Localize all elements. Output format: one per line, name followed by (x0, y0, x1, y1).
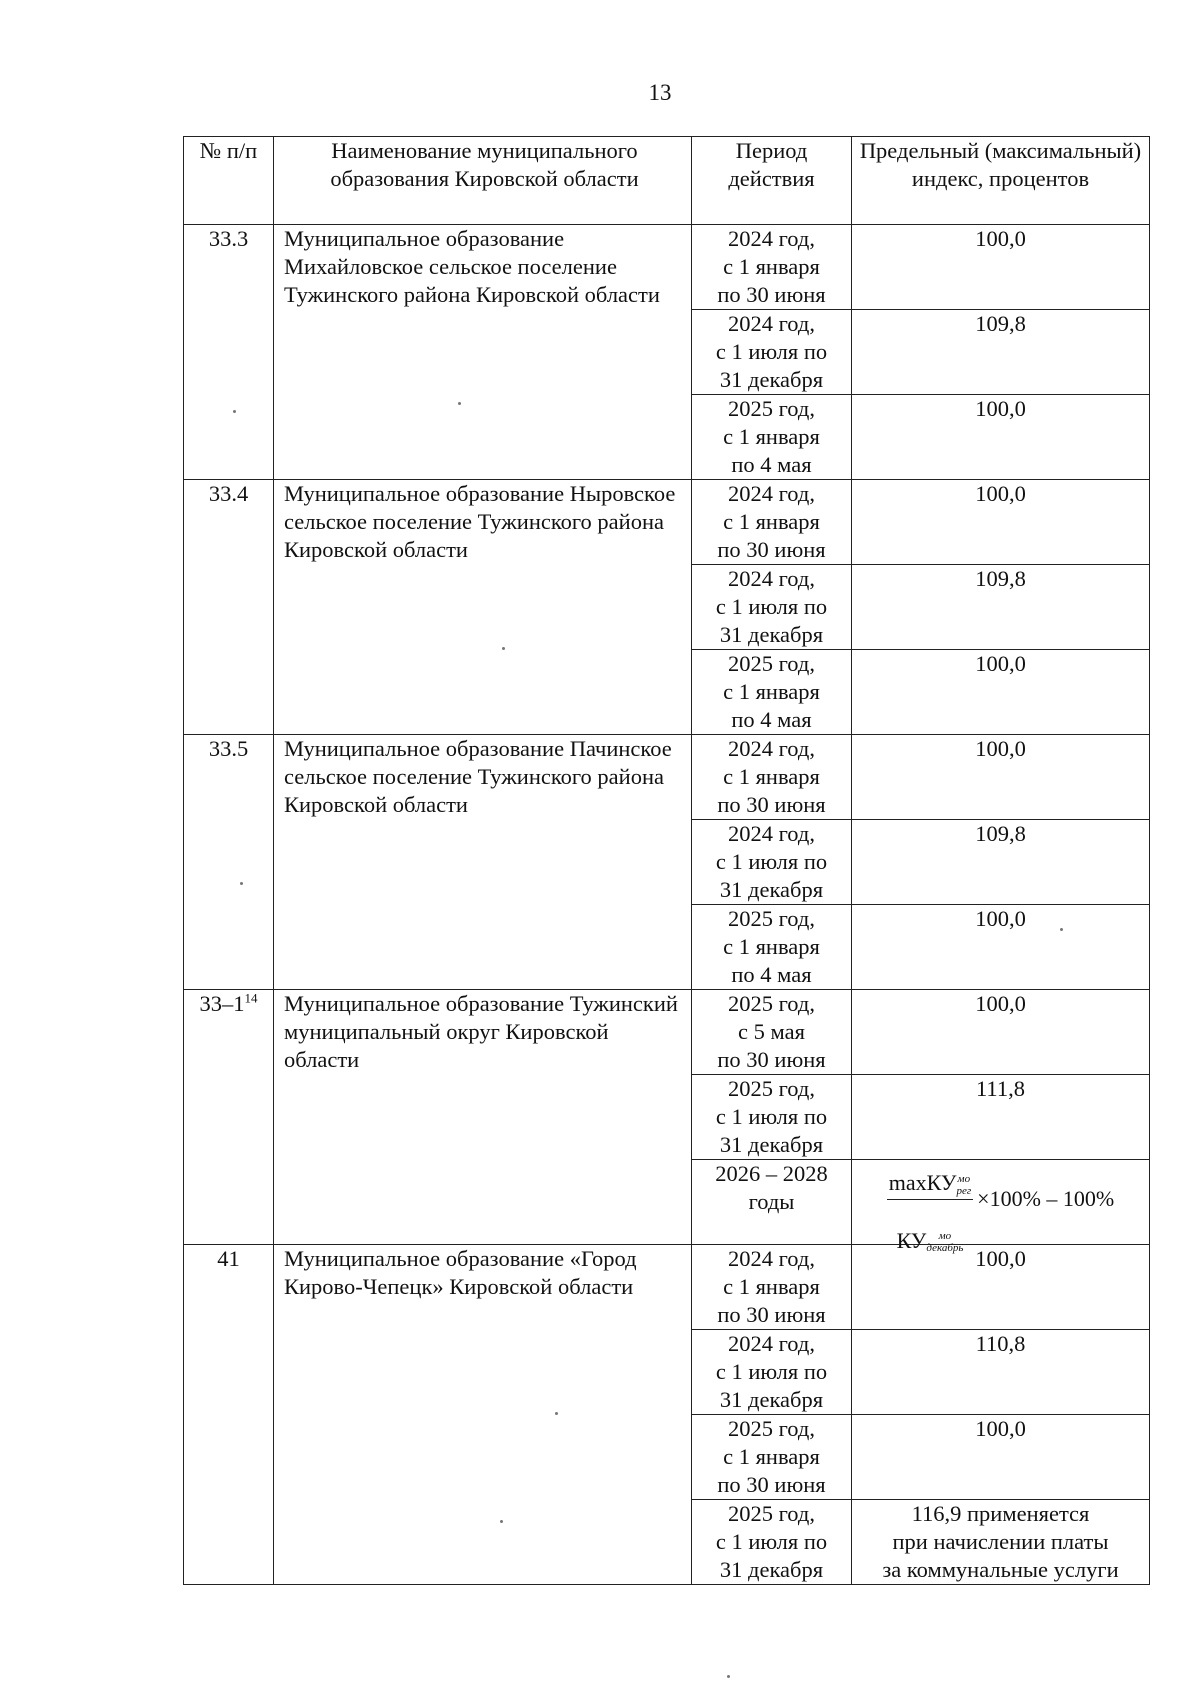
formula-tail: ×100% – 100% (977, 1186, 1115, 1211)
index-value-cell: 116,9 применяется при начислении платы за коммунальные услуги (852, 1500, 1150, 1585)
period-cell: 2025 год, с 1 января по 4 мая (692, 395, 852, 480)
table-row (184, 480, 1150, 565)
formula-numerator (887, 1144, 973, 1200)
formula-den-sub: декабрь (926, 1242, 964, 1255)
municipality-name: Муниципальное образование «Город Кирово-Чепецк» Кировской области (274, 1245, 692, 1585)
formula-num-scripts (956, 1173, 971, 1197)
table-header-row (184, 137, 1150, 225)
index-value-cell: 100,0 (852, 395, 1150, 480)
period-cell: 2026 – 2028 годы (692, 1160, 852, 1245)
row-number-text: 41 (217, 1246, 240, 1271)
formula-num-main: maxКУ (888, 1169, 957, 1195)
index-value-cell: 100,0 (852, 650, 1150, 735)
row-number-text: 33.3 (208, 226, 249, 251)
period-cell: 2024 год, с 1 июля по 31 декабря (692, 1330, 852, 1415)
scan-speck (1060, 928, 1063, 931)
row-number-text: 33.5 (208, 736, 249, 761)
index-value-cell: 100,0 (852, 1245, 1150, 1330)
row-number-text: 33–1 (199, 991, 245, 1016)
row-number (184, 735, 274, 990)
municipality-name: Муниципальное образование Тужинский муниципальный округ Кировской области (274, 990, 692, 1245)
index-value-cell: 100,0 (852, 990, 1150, 1075)
header-period: Период действия (692, 137, 852, 225)
period-cell: 2025 год, с 1 июля по 31 декабря (692, 1500, 852, 1585)
period-cell: 2025 год, с 1 января по 30 июня (692, 1415, 852, 1500)
period-cell: 2024 год, с 1 января по 30 июня (692, 225, 852, 310)
index-value-cell: 100,0 (852, 1415, 1150, 1500)
index-formula (858, 1160, 1143, 1255)
formula-den-sup: мо (938, 1230, 952, 1243)
scan-speck (555, 1412, 558, 1415)
formula-num-sup: мо (957, 1172, 971, 1185)
header-num: № п/п (184, 137, 274, 225)
index-formula-cell (852, 1160, 1150, 1255)
row-number (184, 990, 274, 1245)
period-cell: 2024 год, с 1 июля по 31 декабря (692, 820, 852, 905)
row-number (184, 480, 274, 735)
index-value-cell: 100,0 (852, 735, 1150, 820)
scan-speck (727, 1675, 730, 1678)
scan-speck (502, 647, 505, 650)
municipality-name: Муниципальное образование Ныровское сельское поселение Тужинского района Кировской области (274, 480, 692, 735)
index-value-cell: 100,0 (852, 905, 1150, 990)
table-row (184, 225, 1150, 310)
index-value-cell: 110,8 (852, 1330, 1150, 1415)
index-value-cell: 109,8 (852, 820, 1150, 905)
period-cell: 2025 год, с 1 января по 4 мая (692, 905, 852, 990)
period-cell: 2025 год, с 1 июля по 31 декабря (692, 1075, 852, 1160)
index-value-cell: 100,0 (852, 225, 1150, 310)
table-row (184, 1245, 1150, 1330)
period-cell: 2024 год, с 1 января по 30 июня (692, 480, 852, 565)
index-value-cell: 109,8 (852, 565, 1150, 650)
row-number (184, 225, 274, 480)
formula-num-sub: рег (956, 1184, 972, 1197)
header-index: Предельный (максимальный) индекс, процентов (852, 137, 1150, 225)
formula-denominator (897, 1200, 964, 1255)
page-number: 13 (648, 80, 672, 105)
formula-fraction (887, 1144, 973, 1255)
scan-speck (500, 1520, 503, 1523)
tariff-index-table (183, 136, 1150, 1585)
period-cell: 2025 год, с 1 января по 4 мая (692, 650, 852, 735)
period-cell: 2024 год, с 1 июля по 31 декабря (692, 565, 852, 650)
header-name: Наименование муниципального образования Кировской области (274, 137, 692, 225)
row-number-text: 33.4 (208, 481, 249, 506)
scan-speck (240, 882, 243, 885)
municipality-name: Муниципальное образование Пачинское сельское поселение Тужинского района Кировской области (274, 735, 692, 990)
table-body (184, 225, 1150, 1585)
period-cell: 2024 год, с 1 июля по 31 декабря (692, 310, 852, 395)
index-value-cell: 100,0 (852, 480, 1150, 565)
table-row (184, 990, 1150, 1075)
period-cell: 2024 год, с 1 января по 30 июня (692, 1245, 852, 1330)
footnote-ref: 14 (244, 990, 258, 1006)
scan-speck (233, 410, 236, 413)
index-value-cell: 111,8 (852, 1075, 1150, 1160)
municipality-name: Муниципальное образование Михайловское сельское поселение Тужинского района Кировской области (274, 225, 692, 480)
period-cell: 2025 год, с 5 мая по 30 июня (692, 990, 852, 1075)
table-row (184, 735, 1150, 820)
scan-speck (458, 402, 461, 405)
formula-den-scripts (926, 1230, 963, 1254)
period-cell: 2024 год, с 1 января по 30 июня (692, 735, 852, 820)
formula-den-main: КУ (896, 1227, 927, 1253)
row-number (184, 1245, 274, 1585)
index-value-cell: 109,8 (852, 310, 1150, 395)
